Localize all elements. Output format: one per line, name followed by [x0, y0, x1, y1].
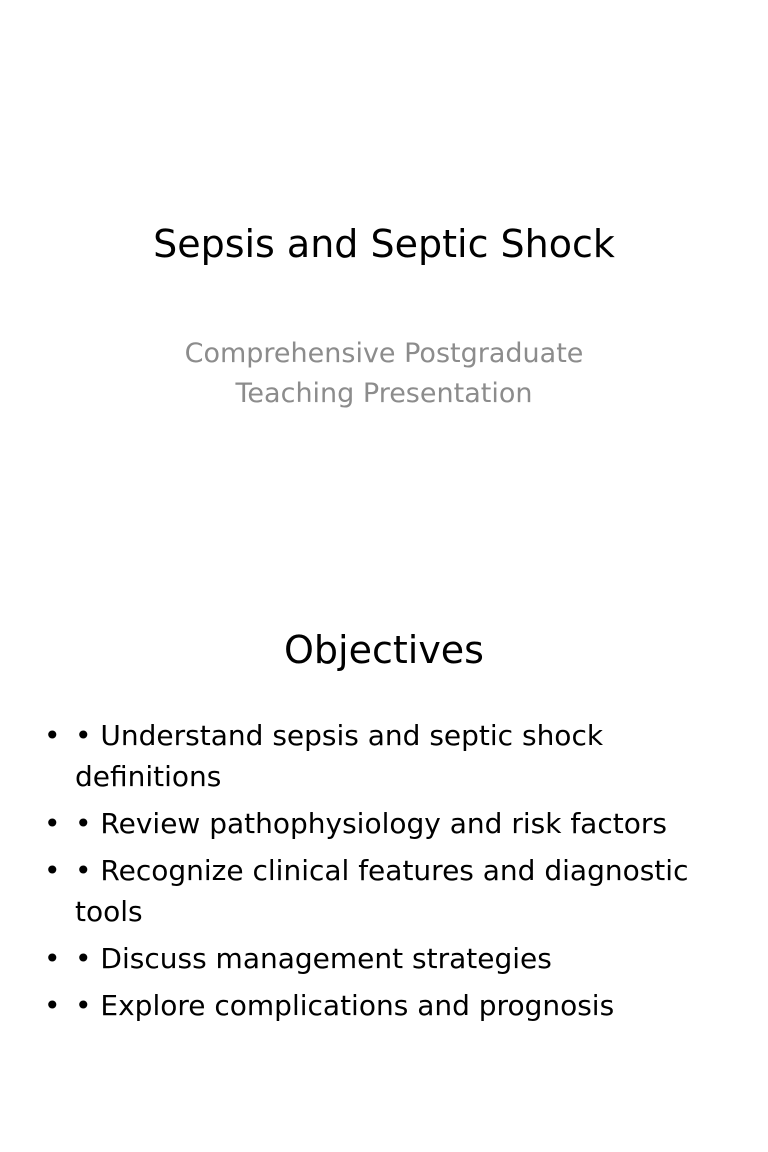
objective-item — [38, 938, 738, 979]
objective-text: • Discuss management strategies — [75, 942, 552, 975]
objective-item — [38, 715, 738, 797]
bullet-icon: • — [44, 854, 61, 887]
bullet-icon: • — [44, 989, 61, 1022]
objective-item — [38, 850, 738, 932]
objective-text: • Understand sepsis and septic shock definitions — [75, 719, 604, 793]
objective-text: • Review pathophysiology and risk factors — [75, 807, 667, 840]
objectives-title: Objectives — [284, 628, 484, 672]
objectives-list — [38, 715, 738, 1032]
bullet-icon: • — [44, 719, 61, 752]
objective-item — [38, 803, 738, 844]
bullet-icon: • — [44, 942, 61, 975]
objective-text: • Recognize clinical features and diagnostic tools — [75, 854, 689, 928]
slide-subtitle: Comprehensive Postgraduate Teaching Presentation — [184, 338, 584, 409]
objectives-slide — [0, 576, 768, 1152]
slide-title: Sepsis and Septic Shock — [153, 222, 615, 266]
bullet-icon: • — [44, 807, 61, 840]
objective-text: • Explore complications and prognosis — [75, 989, 615, 1022]
objective-item — [38, 985, 738, 1026]
